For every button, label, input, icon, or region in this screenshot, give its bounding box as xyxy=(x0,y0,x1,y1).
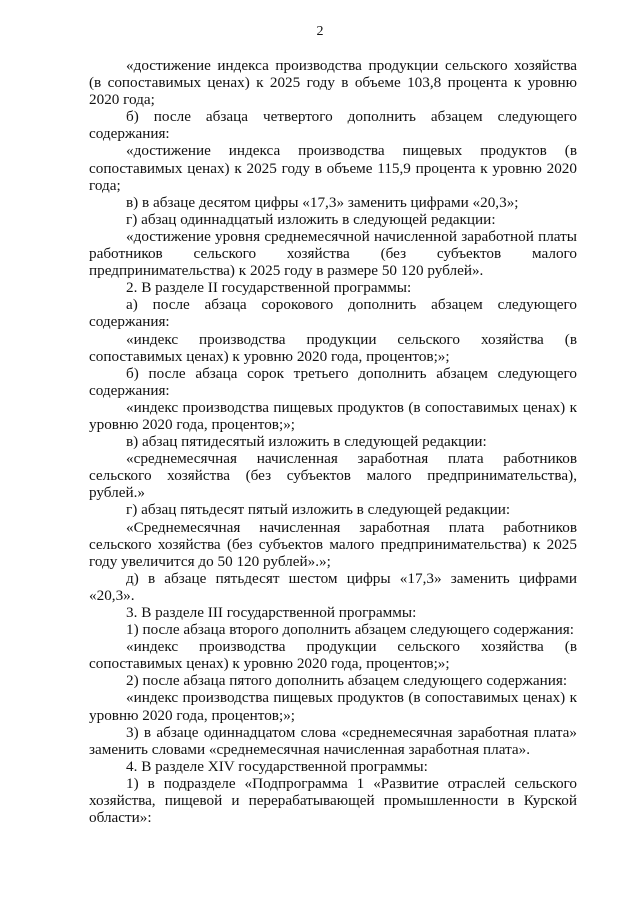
paragraph: 2) после абзаца пятого дополнить абзацем следующего содержания: xyxy=(126,672,568,690)
paragraph: 2. В разделе II государственной программы: xyxy=(126,279,412,297)
paragraph: 1) в подразделе «Подпрограмма 1 «Развитие отраслей сельского хозяйства, пищевой и перерабатывающей промышленности в Курской области»: xyxy=(89,774,577,827)
paragraph: «индекс производства пищевых продуктов (в сопоставимых ценах) к уровню 2020 года, процентов;»; xyxy=(89,398,577,433)
paragraph: г) абзац пятьдесят пятый изложить в следующей редакции: xyxy=(126,501,511,519)
page-number: 2 xyxy=(316,24,324,39)
paragraph: «индекс производства продукции сельского хозяйства (в сопоставимых ценах) к уровню 2020 года, процентов;»; xyxy=(89,638,577,673)
paragraph: б) после абзаца четвертого дополнить абзацем следующего содержания: xyxy=(89,108,577,143)
paragraph: «индекс производства продукции сельского хозяйства (в сопоставимых ценах) к уровню 2020 года, процентов;»; xyxy=(89,330,577,365)
paragraph: 4. В разделе XIV государственной программы: xyxy=(126,757,428,775)
paragraph: 3) в абзаце одиннадцатом слова «среднемесячная заработная плата» заменить словами «среднемесячная начисленная заработная плата». xyxy=(89,723,577,758)
document-body xyxy=(89,57,577,826)
paragraph: г) абзац одиннадцатый изложить в следующей редакции: xyxy=(126,210,496,228)
paragraph: «достижение индекса производства пищевых продуктов (в сопоставимых ценах) к 2025 году в объеме 115,9 процента к уровню 2020 года; xyxy=(89,142,577,194)
paragraph: «среднемесячная начисленная заработная плата работников сельского хозяйства (без субъектов малого предпринимательства), рублей.» xyxy=(89,450,577,502)
paragraph: 3. В разделе III государственной программы: xyxy=(126,604,417,621)
paragraph: д) в абзаце пятьдесят шестом цифры «17,3» заменить цифрами «20,3». xyxy=(89,569,577,604)
paragraph: б) после абзаца сорок третьего дополнить абзацем следующего содержания: xyxy=(89,364,577,399)
paragraph: в) в абзаце десятом цифры «17,3» заменить цифрами «20,3»; xyxy=(126,193,519,211)
paragraph: в) абзац пятидесятый изложить в следующей редакции: xyxy=(126,433,487,451)
paragraph: «достижение уровня среднемесячной начисленной заработной платы работников сельского хозяйства (без субъектов малого предпринимательства) к 2025 году в размере 50 120 рублей». xyxy=(89,227,577,280)
paragraph: а) после абзаца сорокового дополнить абзацем следующего содержания: xyxy=(89,296,577,331)
paragraph: «Среднемесячная начисленная заработная плата работников сельского хозяйства (без субъектов малого предпринимательства) к 2025 году увеличится до 50 120 рублей».»; xyxy=(89,518,577,570)
paragraph: «достижение индекса производства продукции сельского хозяйства (в сопоставимых ценах) к 2025 году в объеме 103,8 процента к уровню 2020 года; xyxy=(89,57,577,109)
paragraph: 1) после абзаца второго дополнить абзацем следующего содержания: xyxy=(126,621,574,639)
paragraph: «индекс производства пищевых продуктов (в сопоставимых ценах) к уровню 2020 года, процентов;»; xyxy=(89,689,577,724)
